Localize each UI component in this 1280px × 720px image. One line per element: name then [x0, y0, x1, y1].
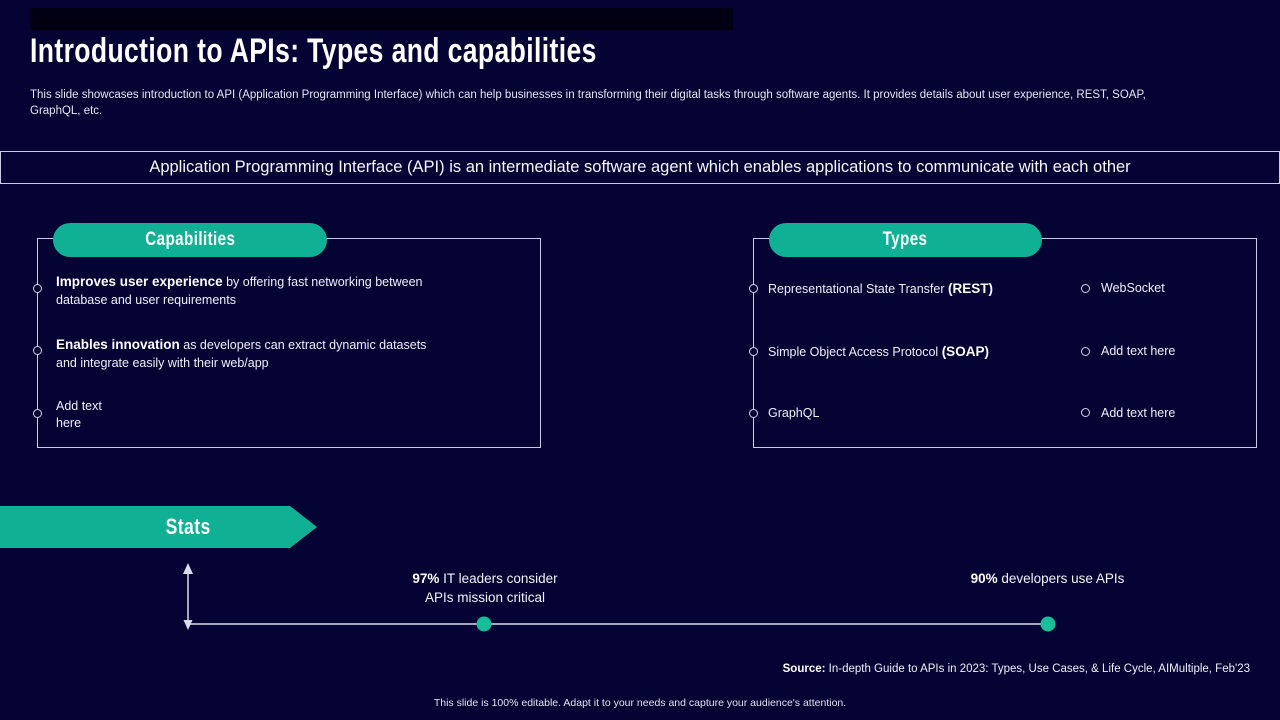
arrow-down-icon: [184, 620, 193, 630]
capability-item-lead: Improves user experience: [56, 274, 223, 289]
capability-item-lead: Enables innovation: [56, 337, 180, 352]
stats-header-text: Stats: [165, 514, 211, 539]
stat-item: [400, 569, 570, 607]
stat-dot-icon: [1041, 617, 1056, 632]
types-header-label: Types: [883, 229, 928, 250]
stat-value: 97%: [412, 571, 440, 586]
type-item-abbr: (SOAP): [941, 344, 989, 359]
capability-item: [56, 398, 126, 431]
stat-label: IT leaders consider APIs mission critical: [424, 571, 558, 605]
type-item-text: WebSocket: [1101, 281, 1165, 295]
capability-item-text: Add text here: [56, 399, 102, 430]
definition-banner-text: Application Programming Interface (API) is an intermediate software agent which enables applications to communicate with each other: [149, 158, 1131, 176]
source-line: [783, 663, 1250, 675]
page-title: [30, 32, 757, 71]
capabilities-header-pill: [53, 223, 327, 257]
type-item-text: GraphQL: [768, 406, 820, 420]
capability-item-text: as developers can extract dynamic datasets and integrate easily with their web/app: [56, 338, 427, 370]
type-item-text: Add text here: [1101, 344, 1176, 358]
type-item-text: Add text here: [1101, 406, 1176, 420]
top-accent-bar: [30, 8, 733, 30]
type-item-text: Simple Object Access Protocol: [768, 345, 942, 359]
stat-value: 90%: [970, 571, 998, 586]
bullet-circle-icon: [1081, 408, 1090, 417]
bullet-circle-icon: [33, 284, 42, 293]
footer-note: This slide is 100% editable. Adapt it to your needs and capture your audience's attention.: [433, 697, 847, 709]
bullet-circle-icon: [749, 284, 758, 293]
type-item: [1101, 406, 1175, 420]
capabilities-header-label: Capabilities: [144, 229, 236, 250]
bullet-circle-icon: [33, 409, 42, 418]
stats-timeline-axis: [170, 560, 1060, 638]
source-label: Source:: [782, 663, 826, 675]
type-item: [768, 406, 819, 420]
type-item: [1101, 281, 1165, 295]
bullet-circle-icon: [1081, 347, 1090, 356]
bullet-circle-icon: [33, 346, 42, 355]
stats-header-label: [108, 506, 268, 548]
bullet-circle-icon: [1081, 284, 1090, 293]
page-title-text: Introduction to APIs: Types and capabilities: [30, 32, 597, 70]
bullet-circle-icon: [749, 409, 758, 418]
arrow-up-icon: [183, 563, 193, 574]
stat-item: [965, 569, 1130, 588]
capability-item: [56, 273, 446, 309]
type-item: [768, 344, 989, 359]
capability-item: [56, 336, 446, 372]
stat-dot-icon: [477, 617, 492, 632]
bullet-circle-icon: [749, 347, 758, 356]
types-box: [753, 238, 1257, 448]
type-item-abbr: (REST): [947, 281, 993, 296]
capability-item-text: by offering fast networking between database and user requirements: [56, 275, 423, 307]
type-item-text: Representational State Transfer: [768, 282, 948, 296]
stat-label: developers use APIs: [997, 571, 1125, 586]
types-header-pill: [769, 223, 1042, 257]
type-item: [768, 281, 993, 296]
slide-description: This slide showcases introduction to API (Application Programming Interface) which can help businesses in transforming their digital tasks through software agents. It provides details about user experience, REST, SOAP, GraphQL, etc.: [30, 89, 1146, 117]
source-text: In-depth Guide to APIs in 2023: Types, Use Cases, & Life Cycle, AIMultiple, Feb'23: [825, 663, 1250, 675]
definition-banner: [0, 151, 1280, 184]
type-item: [1101, 344, 1175, 358]
